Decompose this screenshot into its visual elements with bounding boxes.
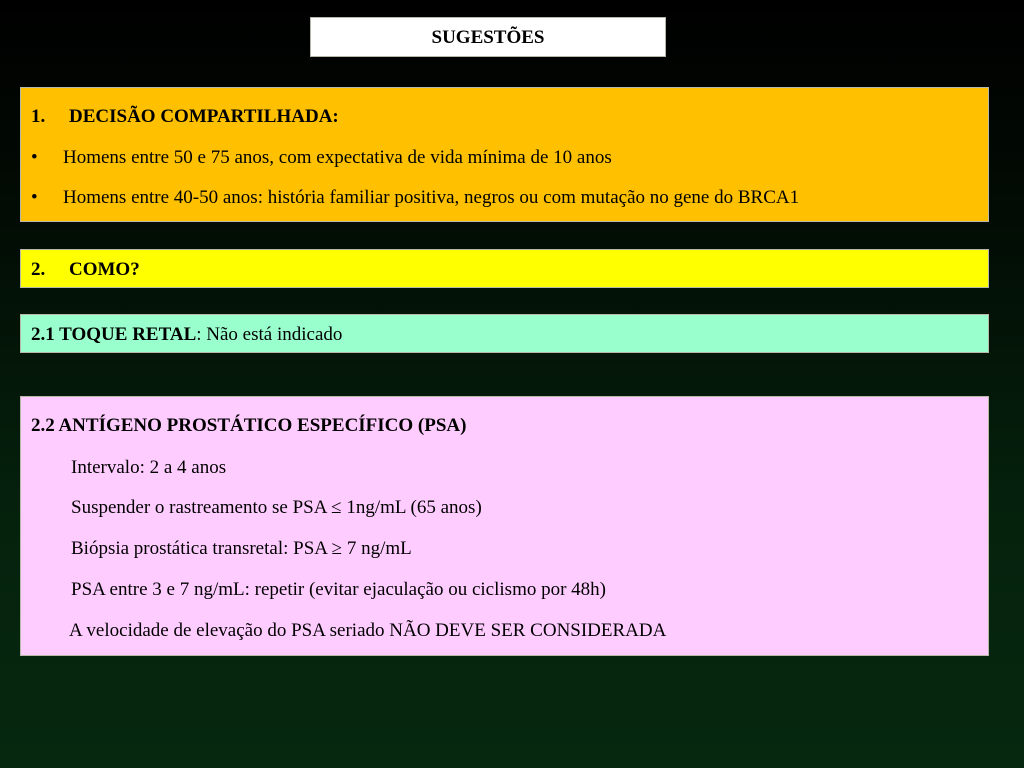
section1-number: 1. bbox=[31, 106, 46, 127]
psa-line-4: PSA entre 3 e 7 ng/mL: repetir (evitar ejaculação ou ciclismo por 48h) bbox=[71, 579, 606, 600]
section-psa bbox=[20, 396, 989, 656]
slide-title: SUGESTÕES bbox=[431, 27, 545, 48]
section2-heading: COMO? bbox=[69, 259, 140, 280]
slide-title-box bbox=[310, 17, 666, 57]
section-rectal-exam bbox=[20, 314, 989, 353]
bullet-icon: • bbox=[31, 147, 38, 168]
psa-line-5: A velocidade de elevação do PSA seriado NÃO DEVE SER CONSIDERADA bbox=[69, 620, 667, 641]
psa-line-3: Biópsia prostática transretal: PSA ≥ 7 ng/mL bbox=[71, 538, 412, 559]
section2-1-text: : Não está indicado bbox=[196, 324, 343, 345]
psa-line-2: Suspender o rastreamento se PSA ≤ 1ng/mL (65 anos) bbox=[71, 497, 482, 518]
section-shared-decision bbox=[20, 87, 989, 222]
section2-1-line bbox=[31, 324, 342, 346]
section2-number: 2. bbox=[31, 259, 46, 280]
section2-2-heading: 2.2 ANTÍGENO PROSTÁTICO ESPECÍFICO (PSA) bbox=[31, 415, 467, 436]
psa-line-1: Intervalo: 2 a 4 anos bbox=[71, 457, 227, 478]
section1-heading: DECISÃO COMPARTILHADA: bbox=[69, 106, 339, 127]
section-how bbox=[20, 249, 989, 288]
bullet-icon: • bbox=[31, 187, 38, 208]
section1-bullet-1: Homens entre 50 e 75 anos, com expectativa de vida mínima de 10 anos bbox=[63, 147, 612, 168]
section1-bullet-2: Homens entre 40-50 anos: história familiar positiva, negros ou com mutação no gene do BRCA1 bbox=[63, 187, 800, 208]
section2-1-heading: 2.1 TOQUE RETAL bbox=[31, 324, 197, 345]
